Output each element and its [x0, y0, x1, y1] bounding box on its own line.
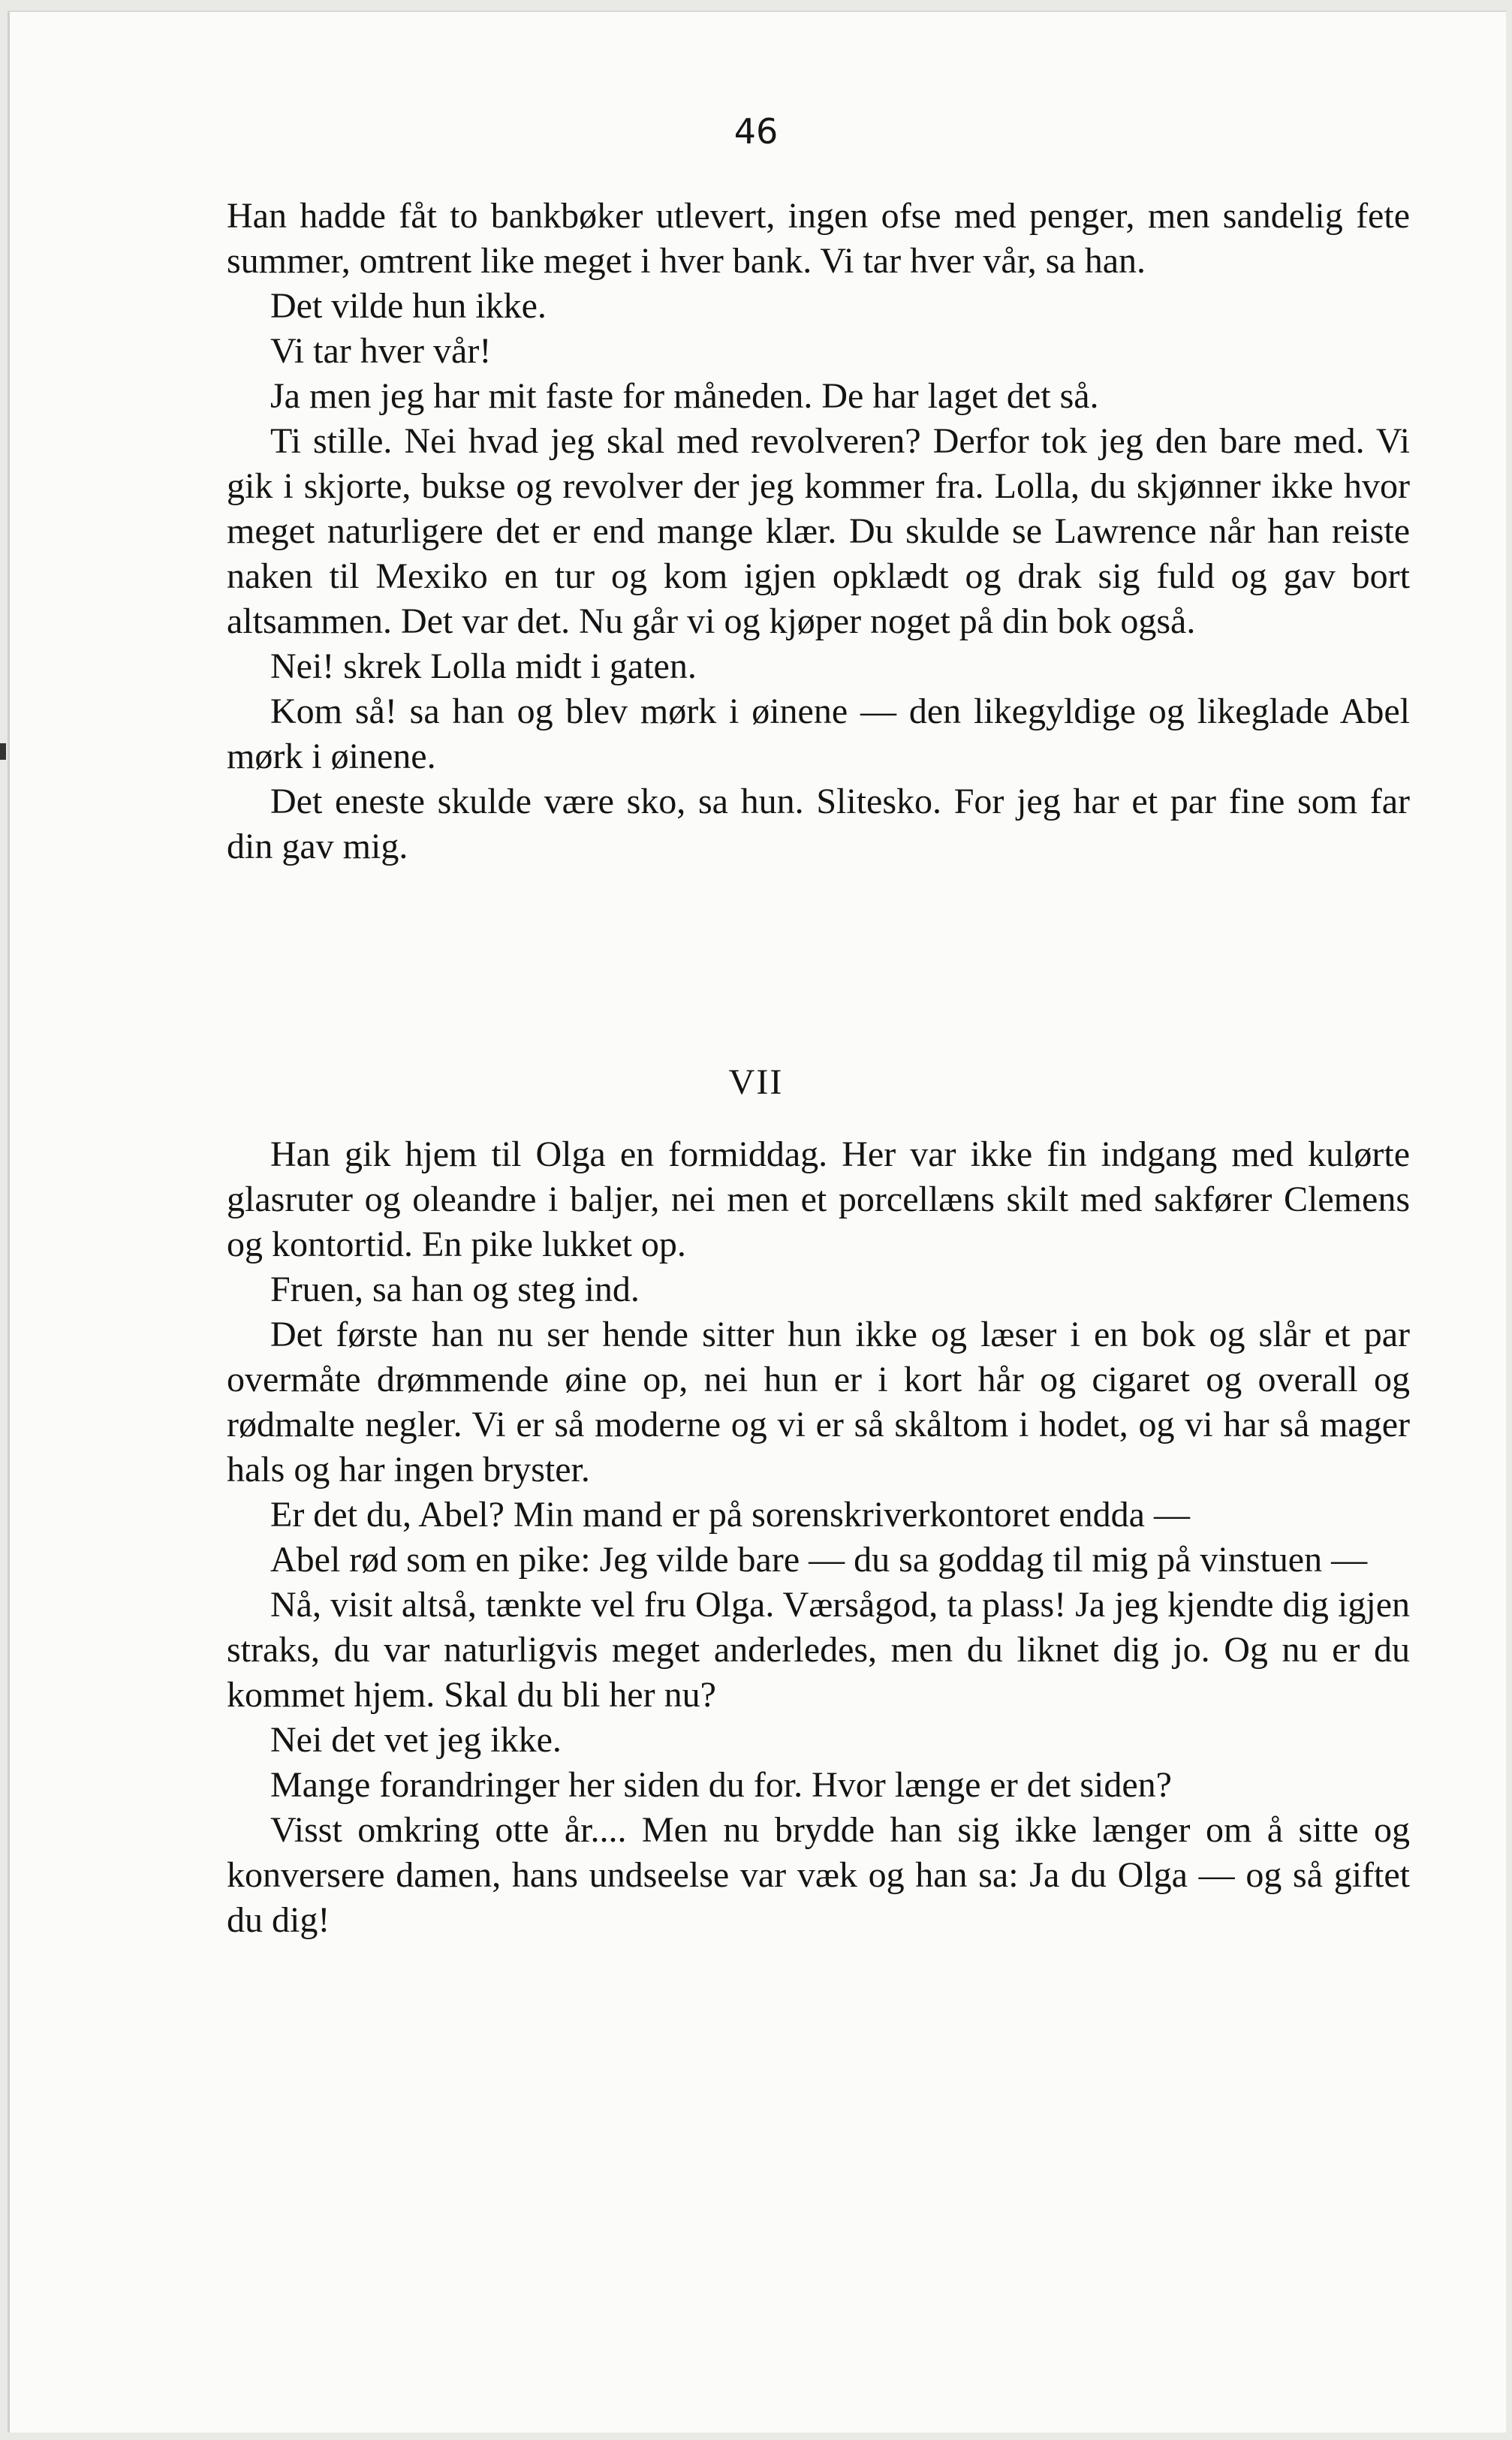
section-one-text — [227, 194, 1410, 869]
paragraph: Nå, visit altså, tænkte vel fru Olga. Værsågod, ta plass! Ja jeg kjendte dig igjen straks, du var naturligvis meget anderledes, men du liknet dig jo. Og nu er du kommet hjem. Skal du bli her nu? — [227, 1585, 1410, 1715]
page-number: 46 — [733, 111, 779, 152]
paragraph: Mange forandringer her siden du for. Hvor længe er det siden? — [270, 1765, 1172, 1805]
paragraph: Fruen, sa han og steg ind. — [270, 1270, 640, 1309]
paragraph: Det eneste skulde være sko, sa hun. Slitesko. For jeg har et par fine som far din gav mig. — [227, 782, 1410, 866]
paragraph: Ti stille. Nei hvad jeg skal med revolveren? Derfor tok jeg den bare med. Vi gik i skjorte, bukse og revolver der jeg kommer fra. Lolla, du skjønner ikke hvor meget naturligere det er end mange klær. Du skulde se Lawrence når han reiste naken til Mexiko en tur og kom igjen opklædt og drak sig fuld og gav bort altsammen. Det var det. Nu går vi og kjøper noget på din bok også. — [227, 421, 1410, 641]
chapter-heading: VII — [728, 1062, 784, 1102]
section-two-text — [227, 1132, 1410, 1943]
paragraph: Nei! skrek Lolla midt i gaten. — [270, 646, 697, 686]
paragraph: Ja men jeg har mit faste for måneden. De har laget det så. — [270, 376, 1099, 416]
scan-edge-mark — [0, 743, 6, 760]
paragraph: Nei det vet jeg ikke. — [270, 1720, 562, 1760]
paragraph: Han gik hjem til Olga en formiddag. Her var ikke fin indgang med kulørte glasruter og oleandre i baljer, nei men et porcellæns skilt med sakfører Clemens og kontortid. En pike lukket op. — [227, 1134, 1410, 1264]
paragraph: Er det du, Abel? Min mand er på sorenskriverkontoret endda — — [270, 1495, 1190, 1535]
paragraph: Visst omkring otte år.... Men nu brydde han sig ikke længer om å sitte og konversere damen, hans undseelse var væk og han sa: Ja du Olga — og så giftet du dig! — [227, 1810, 1410, 1940]
paragraph: Vi tar hver vår! — [270, 331, 492, 371]
paragraph: Abel rød som en pike: Jeg vilde bare — du sa goddag til mig på vinstuen — — [270, 1540, 1368, 1580]
paragraph: Det første han nu ser hende sitter hun ikke og læser i en bok og slår et par overmåte drømmende øine op, nei hun er i kort hår og cigaret og overall og rødmalte negler. Vi er så moderne og vi er så skåltom i hodet, og vi har så mager hals og har ingen bryster. — [227, 1315, 1410, 1490]
paragraph: Kom så! sa han og blev mørk i øinene — den likegyldige og likeglade Abel mørk i øinene. — [227, 691, 1410, 776]
paragraph: Det vilde hun ikke. — [270, 286, 547, 326]
paragraph: Han hadde fåt to bankbøker utlevert, ingen ofse med penger, men sandelig fete summer, omtrent like meget i hver bank. Vi tar hver vår, sa han. — [227, 196, 1410, 281]
